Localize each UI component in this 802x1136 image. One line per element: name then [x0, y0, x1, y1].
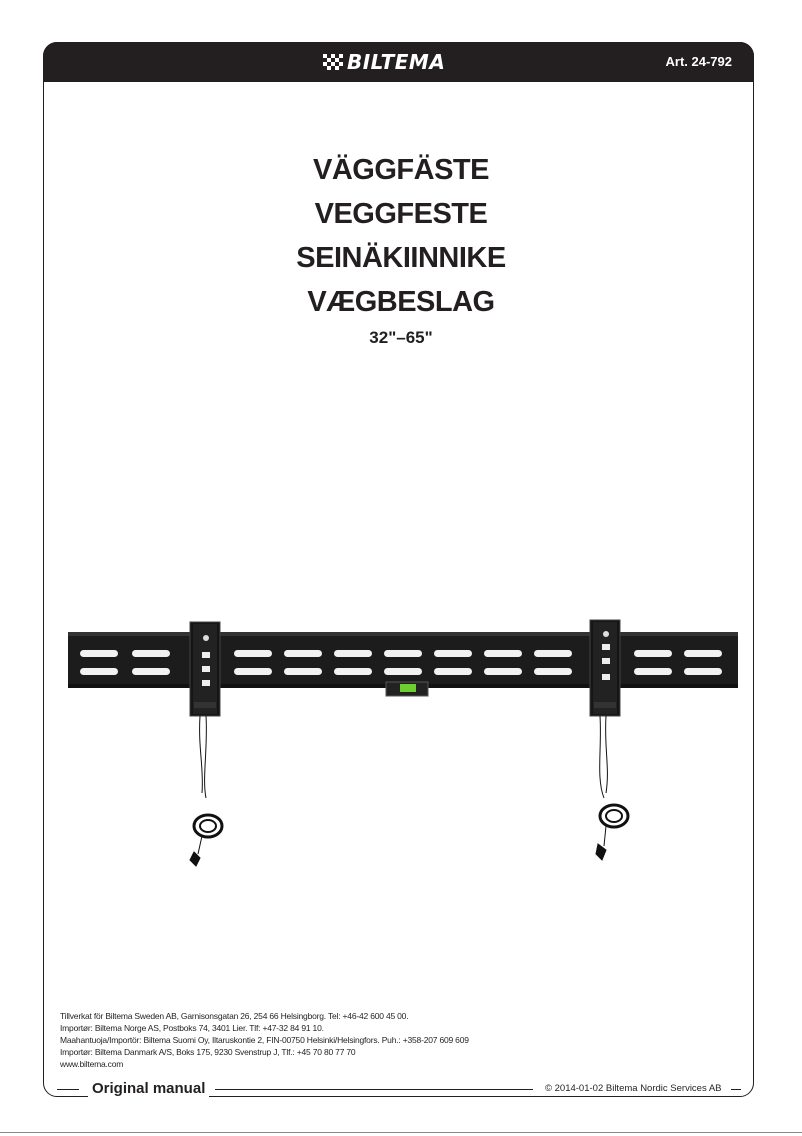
- mount-rail: [68, 632, 738, 688]
- title-danish: VÆGBESLAG: [307, 286, 495, 318]
- right-tv-bracket: [590, 620, 620, 716]
- screen-size-range: 32"–65": [369, 328, 433, 347]
- wall-mount-product-image: [66, 618, 742, 878]
- divider: [731, 1089, 741, 1090]
- importer-line-finland: Maahantuoja/Importör: Biltema Suomi Oy, Iltaruskontie 2, FIN-00750 Helsinki/Helsingfors. Puh.: +358-207 609 609: [60, 1035, 469, 1045]
- left-tv-bracket: [190, 622, 220, 716]
- left-safety-cord: [190, 716, 222, 866]
- divider: [57, 1089, 79, 1090]
- importer-line-norway: Importør: Biltema Norge AS, Postboks 74, 3401 Lier. Tlf: +47-32 84 91 10.: [60, 1023, 324, 1033]
- divider: [215, 1089, 533, 1090]
- page-edge: [0, 1132, 802, 1133]
- importer-line-sweden: Tillverkat för Biltema Sweden AB, Garnisonsgatan 26, 254 66 Helsingborg. Tel: +46-42 600 45 00.: [60, 1011, 409, 1021]
- copyright-notice: © 2014-01-02 Biltema Nordic Services AB: [545, 1083, 722, 1094]
- header-bar: [43, 42, 754, 82]
- brand-name: BILTEMA: [347, 50, 446, 74]
- spirit-level-icon: [386, 682, 428, 696]
- original-manual-label: Original manual: [88, 1080, 209, 1097]
- checkered-flag-icon: [323, 54, 343, 70]
- article-number: Art. 24-792: [665, 54, 732, 69]
- bottom-bar: [43, 1078, 754, 1102]
- right-safety-cord: [596, 716, 628, 860]
- website-link[interactable]: www.biltema.com: [60, 1059, 124, 1069]
- title-norwegian: VEGGFESTE: [314, 198, 488, 230]
- importer-line-denmark: Importør: Biltema Danmark A/S, Boks 175, 9230 Svenstrup J, Tlf.: +45 70 80 77 70: [60, 1047, 356, 1057]
- biltema-logo: [323, 51, 445, 73]
- importer-info: [60, 1010, 469, 1070]
- title-swedish: VÄGGFÄSTE: [313, 154, 489, 186]
- title-finnish: SEINÄKIINNIKE: [296, 242, 506, 274]
- title-block: [0, 148, 802, 348]
